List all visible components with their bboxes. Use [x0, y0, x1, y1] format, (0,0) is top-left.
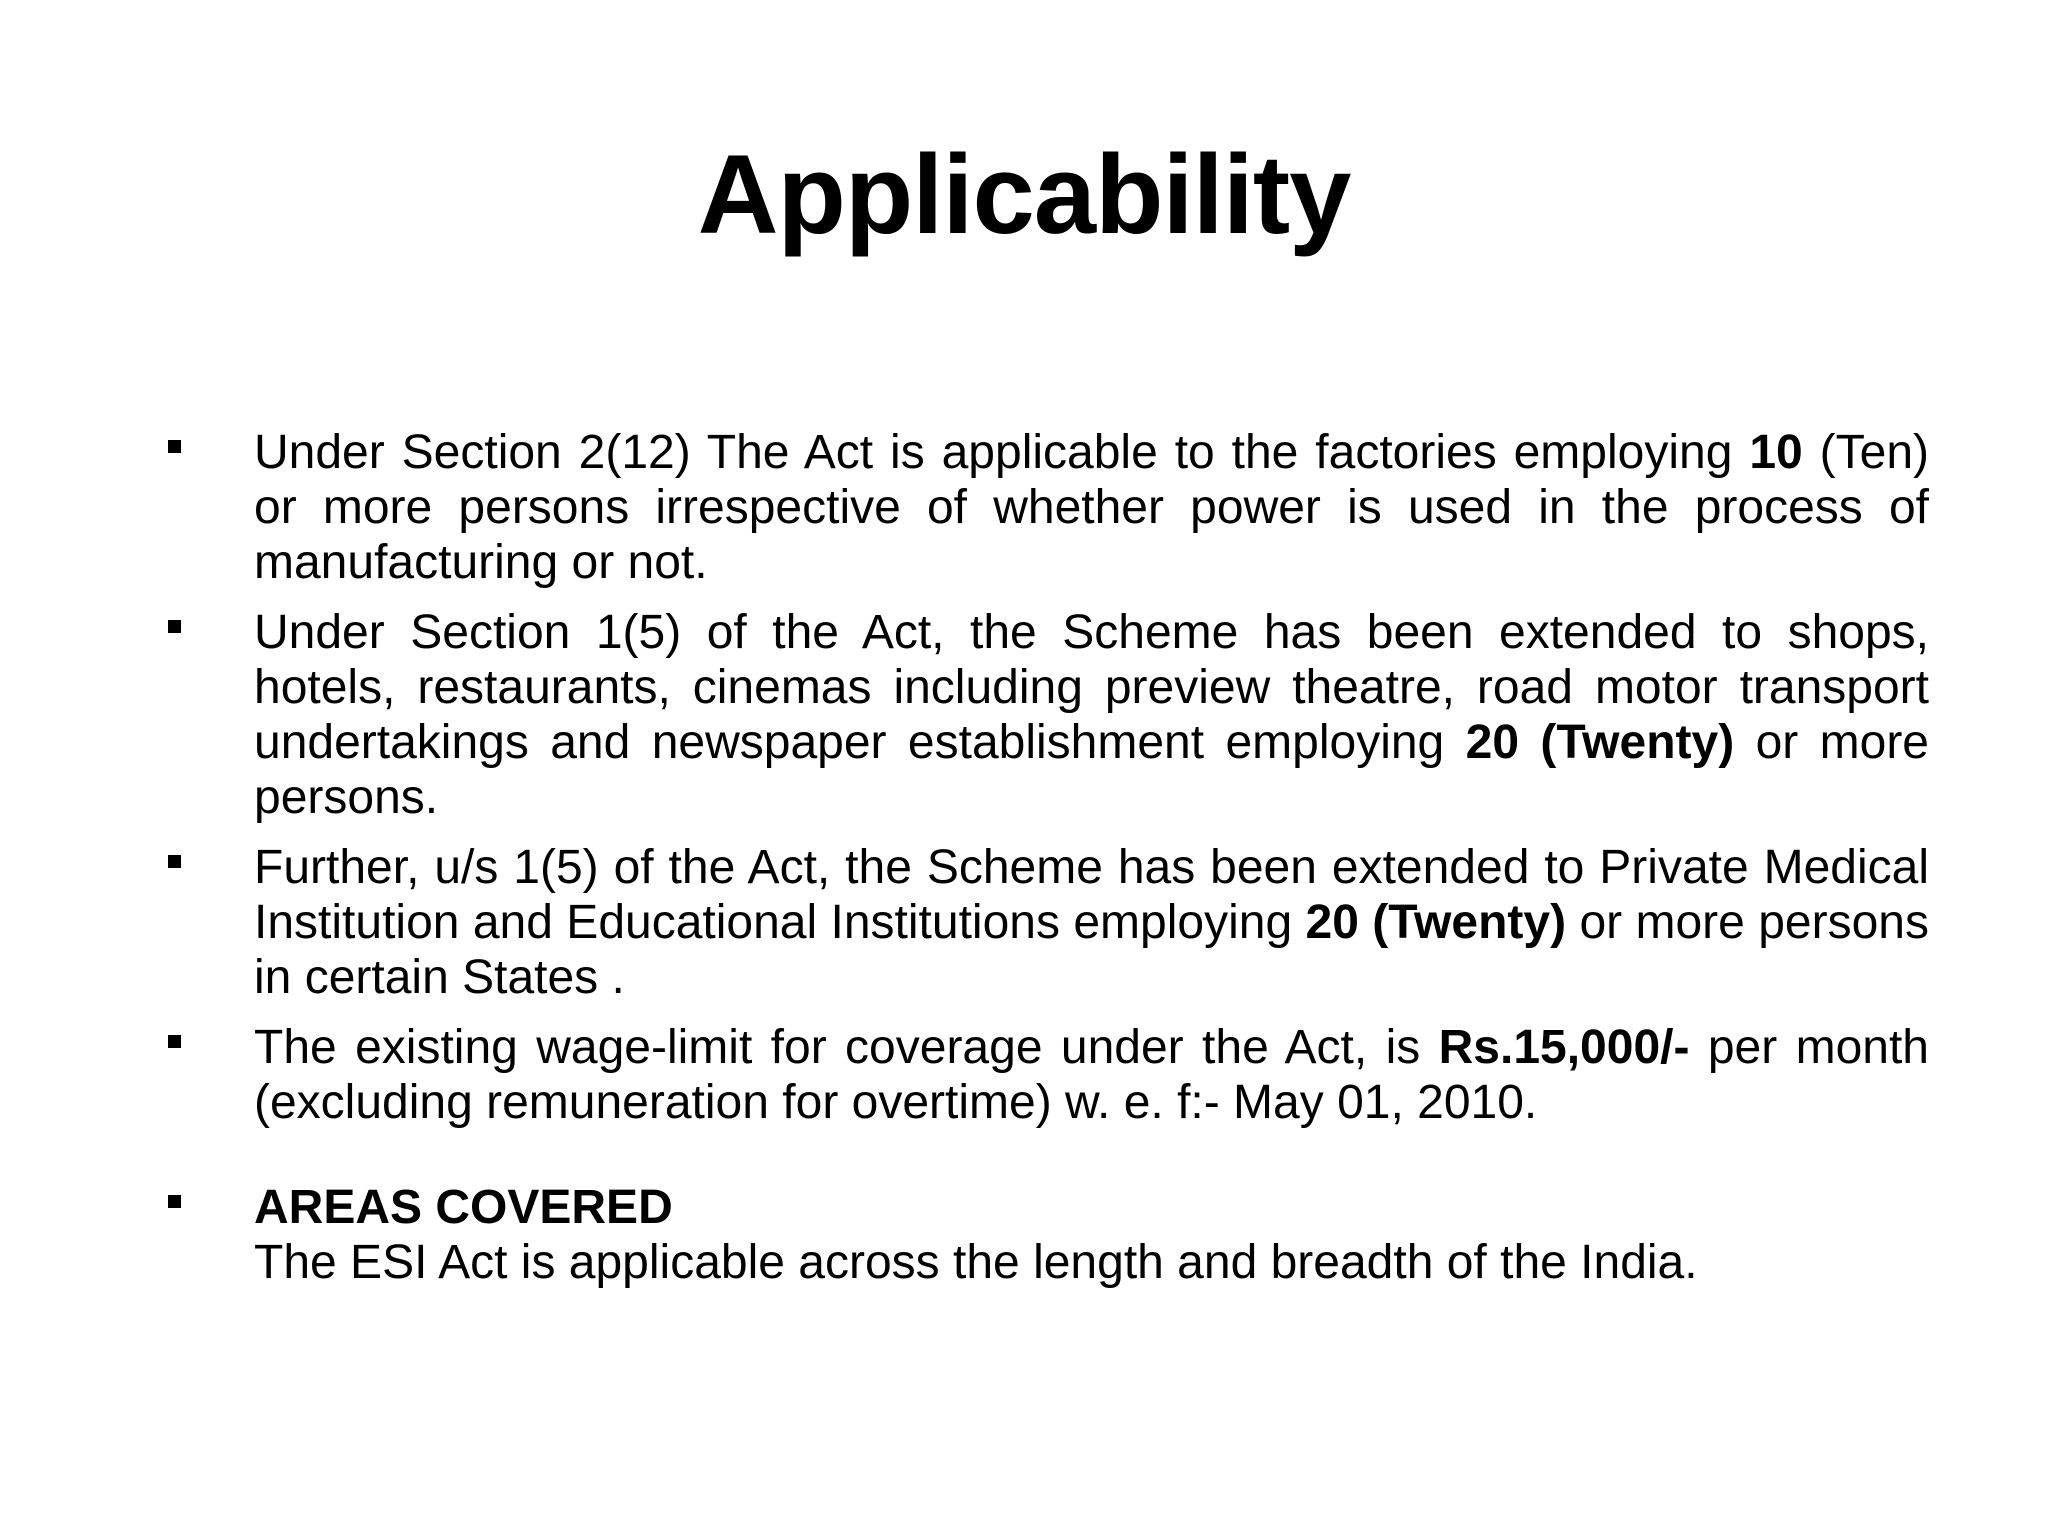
bullet-emphasis: Rs.15,000/- — [1438, 1021, 1690, 1074]
square-bullet-icon — [168, 1195, 181, 1208]
bullet-heading: AREAS COVERED — [254, 1181, 673, 1234]
bullet-text-part: Under Section 2(12) The Act is applicable to the factories employing — [254, 426, 1750, 479]
bullet-text-part: (Ten) or more persons irrespective of whether power is used in the process of manufacturing or not. — [254, 426, 1929, 589]
bullet-text-part: The ESI Act is applicable across the length and breadth of the India. — [254, 1236, 1698, 1289]
bullet-text-part: The existing wage-limit for coverage under the Act, is — [254, 1021, 1439, 1074]
bullet-text — [254, 425, 1929, 590]
bullet-emphasis: 20 (Twenty) — [1305, 896, 1567, 949]
bullet-text — [254, 1180, 1929, 1290]
bullet-emphasis: 10 — [1749, 426, 1803, 479]
bullet-text — [254, 1020, 1929, 1130]
bullet-text — [254, 840, 1929, 1005]
bullet-text-part: per month (excluding remuneration for overtime) w. e. f:- May 01, 2010. — [254, 1021, 1929, 1129]
bullet-text-part: or more persons in certain States . — [254, 896, 1930, 1004]
square-bullet-icon — [168, 620, 181, 633]
bullet-emphasis: 20 (Twenty) — [1465, 716, 1735, 769]
bullet-text-part: Under Section 1(5) of the Act, the Scheme has been extended to shops, hotels, restaurants, cinemas including preview theatre, road motor transport undertakings and newspaper establishment employing — [254, 606, 1929, 769]
bullet-text — [254, 605, 1929, 825]
square-bullet-icon — [168, 1035, 181, 1048]
slide-title: Applicability — [697, 132, 1351, 257]
square-bullet-icon — [168, 855, 181, 868]
bullet-text-part: Further, u/s 1(5) of the Act, the Scheme has been extended to Private Medical Institution and Educational Institutions employing — [254, 841, 1929, 949]
square-bullet-icon — [168, 440, 181, 453]
bullet-text-part: or more persons. — [254, 716, 1929, 824]
